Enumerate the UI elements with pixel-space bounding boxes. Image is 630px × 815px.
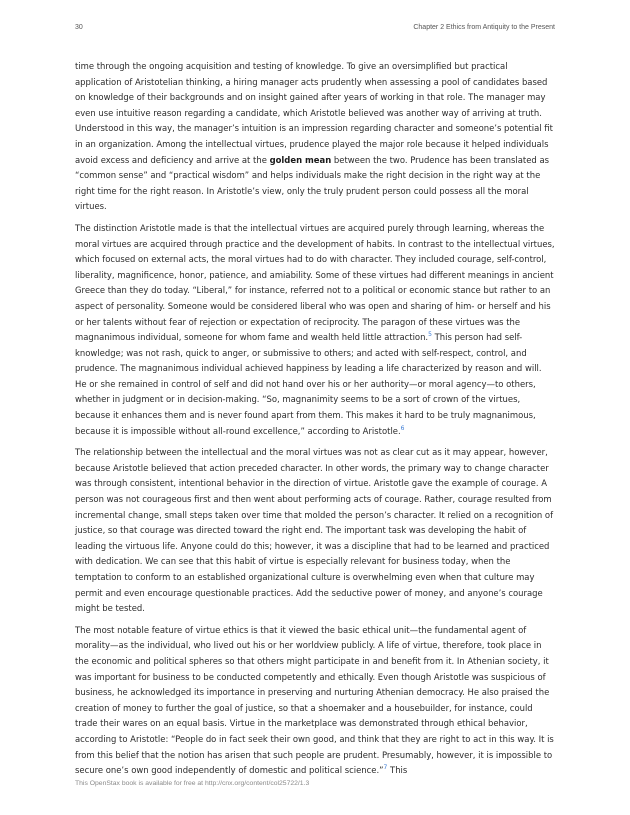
page-footer: This OpenStax book is available for free at http://cnx.org/content/col25722/1.3 [75,780,310,787]
chapter-title: Chapter 2 Ethics from Antiquity to the Present [413,24,555,31]
footnote-ref-7[interactable]: 7 [383,764,388,772]
paragraph-1 [75,59,555,215]
paragraph-4-text-b: This [387,765,408,776]
paragraph-2-text-b: This person had self-knowledge; was not rash, quick to anger, or submissive to others; and acted with self-respect, control, and prudence. The magnanimous individual achieved happiness by leading a life characterized by reason and will. He or she remained in control of self and did not hand over his or her authority—or moral agency—to others, whether in judgment or in decision-making. “So, magnanimity seems to be a sort of crown of the virtues, because it enhances them and is never found apart from them. This makes it hard to be truly magnanimous, because it is impossible without all-round excellence,” according to Aristotle. [75,332,542,436]
body-text [75,59,555,785]
paragraph-2 [75,221,555,439]
paragraph-1-text-b: between the two. Prudence has been translated as “common sense” and “practical wisdom” and helps individuals make the right decision in the right way at the right time for the right reason. In Aristotle’s view, only the truly prudent person could possess all the moral virtues. [75,154,550,212]
footnote-ref-6[interactable]: 6 [400,424,405,432]
page-number: 30 [75,24,83,31]
paragraph-2-text-a: The distinction Aristotle made is that the intellectual virtues are acquired purely through learning, whereas the moral virtues are acquired through practice and the development of habits. In contrast to the intellectual virtues, which focused on external acts, the moral virtues had to do with character. They included courage, self-control, liberality, magnificence, honor, patience, and amiability. Some of these virtues had different meanings in ancient Greece than they do today. “Liberal,” for instance, referred not to a political or economic stance but rather to an aspect of personality. Someone would be considered liberal who was open and sharing of him- or herself and his or her talents without fear of rejection or expectation of reciprocity. The paragon of these virtues was the magnanimous individual, someone for whom fame and wealth held little attraction. [75,222,555,343]
paragraph-4 [75,623,555,779]
paragraph-1-text-a: time through the ongoing acquisition and testing of knowledge. To give an oversimplified but practical application of Aristotelian thinking, a hiring manager acts prudently when assessing a pool of candidates based on knowledge of their backgrounds and on insight gained after years of working in that role. The manager may even use intuitive reason regarding a candidate, which Aristotle believed was another way of arriving at truth. Understood in this way, the manager’s intuition is an impression regarding character and someone’s potential fit in an organization. Among the intellectual virtues, prudence played the major role because it helped individuals avoid excess and deficiency and arrive at the [75,61,553,165]
footnote-ref-5[interactable]: 5 [428,331,432,339]
paragraph-4-text-a: The most notable feature of virtue ethics is that it viewed the basic ethical unit—the fundamental agent of morality—as the individual, who lived out his or her worldview publicly. A life of virtue, therefore, took place in the economic and political spheres so that others might participate in and benefit from it. In Athenian society, it was important for business to be conducted competently and ethically. Even though Aristotle was suspicious of business, he acknowledged its importance in preserving and nurturing Athenian democracy. He also praised the creation of money to further the goal of justice, so that a shoemaker and a housebuilder, for instance, could trade their wares on an equal basis. Virtue in the marketplace was demonstrated through ethical behavior, according to Aristotle: “People do in fact seek their own good, and think that they are right to act in this way. It is from this belief that the notion has arisen that such people are prudent. Presumably, however, it is impossible to secure one’s own good independently of domestic and political science.” [75,624,554,776]
key-term-golden-mean: golden mean [269,154,332,165]
paragraph-3: The relationship between the intellectual and the moral virtues was not as clear cut as it may appear, however, because Aristotle believed that action preceded character. In other words, the primary way to change character was through consistent, intentional behavior in the direction of virtue. Aristotle gave the example of courage. A person was not courageous first and then went about performing acts of courage. Rather, courage resulted from incremental change, small steps taken over time that molded the person’s character. It relied on a recognition of justice, so that courage was directed toward the right end. The important task was developing the habit of leading the virtuous life. Anyone could do this; however, it was a discipline that had to be learned and practiced with dedication. We can see that this habit of virtue is especially relevant for business today, when the temptation to conform to an established organizational culture is overwhelming even when that culture may permit and even encourage questionable practices. Add the seductive power of money, and anyone’s courage might be tested. [75,447,554,614]
